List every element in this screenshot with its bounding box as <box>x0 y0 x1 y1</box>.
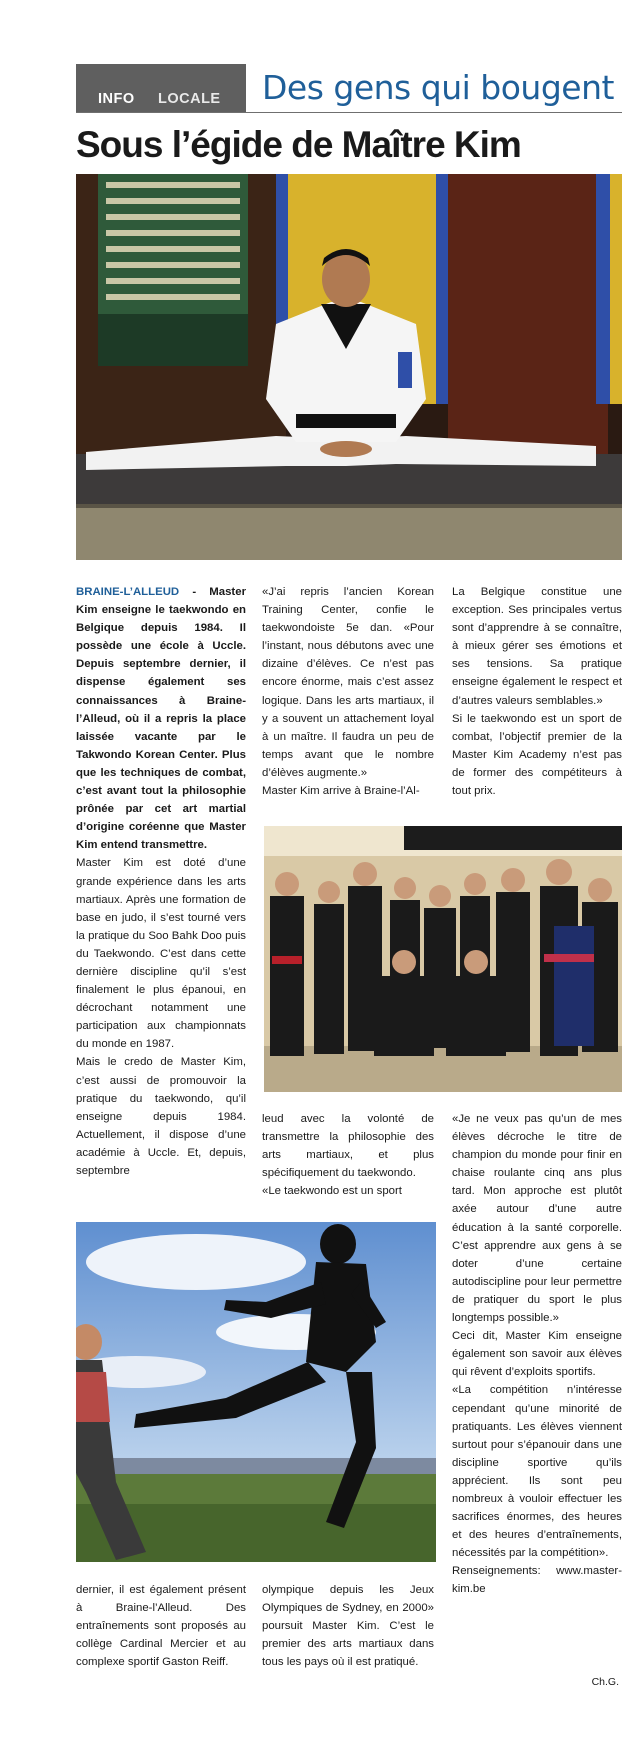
paragraph: Ceci dit, Master Kim enseigne également son savoir aux élèves qui rêvent d’exploits sportifs. <box>452 1330 622 1379</box>
author-signature: Ch.G. <box>591 1676 619 1688</box>
paragraph: Mais le credo de Master Kim, c’est aussi de promouvoir la pratique du taekwondo, qu’il enseigne depuis 1984. Actuellement, il dispose d’une académie à Uccle. Et, depuis, septembre <box>76 1056 246 1177</box>
lead-text: - Master Kim enseigne le taekwondo en Belgique depuis 1984. Il possède une école à Uccle. Depuis septembre dernier, il dispense également ses connaissances à Braine-l’Alleud, où il a repris la place laissée vacante par le Takwondo Korean Center. Plus que les techniques de combat, c’est avant tout la philosophie prônée par cet art martial d’origine coréenne que Master Kim entend transmettre. <box>76 586 246 852</box>
section-tag-info: INFO <box>98 91 135 107</box>
column-2-top <box>262 583 434 800</box>
paragraph: olympique depuis les Jeux Olympiques de Sydney, en 2000» poursuit Master Kim. C’est le premier des arts martiaux dans tous les pays où il est pratiqué. <box>262 1584 434 1669</box>
column-1-bottom <box>76 1581 246 1671</box>
column-1-top <box>76 583 246 1180</box>
paragraph: Si le taekwondo est un sport de combat, l’objectif premier de la Master Kim Academy n’est pas de former des compétiteurs à tout prix. <box>452 712 622 798</box>
paragraph: La Belgique constitue une exception. Ses principales vertus sont d’apprendre à se connaître, à mieux gérer ses émotions et ses tensions. Sa pratique enseigne également le respect et d’autres valeurs semblables.» <box>452 586 622 707</box>
column-3-lower <box>452 1110 622 1599</box>
section-tag <box>76 64 246 112</box>
paragraph: «La compétition n’intéresse cependant qu’une minorité de pratiquants. Les élèves viennent surtout pour s’épanouir dans une discipline sportive qu’ils apprécient. Ils sont peu nombreux à vouloir effectuer les sacrifices énormes, des heures et des heures d’entraînements, nécessités par la compétition». <box>452 1384 622 1560</box>
paragraph: «J’ai repris l’ancien Korean Training Center, confie le taekwondoiste 5e dan. «Pour l’instant, nous débutons avec une dizaine d’élèves. Ce n’est pas encore énorme, mais c’est assez logique. Dans les arts martiaux, il y a souvent un attachement loyal à un maître. Il faudra un peu de temps avant que le nombre d’élèves augmente.» <box>262 586 434 779</box>
paragraph: «Je ne veux pas qu’un de mes élèves décroche le titre de champion du monde pour finir en chaise roulante cinq ans plus tard. Mon approche est plutôt axée autour d’une autre éducation à la santé corporelle. C’est apprendre aux gens à se doter d’une certaine autodiscipline pour leur permettre de pratiquer du sport le plus longtemps possible.» <box>452 1113 622 1325</box>
photo-flying-kick <box>76 1222 436 1562</box>
paragraph: «Le taekwondo est un sport <box>262 1185 402 1198</box>
place-name: BRAINE-L’ALLEUD <box>76 586 180 598</box>
paragraph: dernier, il est également présent à Braine-l’Alleud. Des entraînements sont proposés au collège Cardinal Mercier et au complexe sportif Gaston Reiff. <box>76 1584 246 1669</box>
photo-group-students <box>264 826 622 1092</box>
paragraph: Master Kim arrive à Braine-l’Al- <box>262 785 420 798</box>
section-tag-locale: LOCALE <box>158 91 221 107</box>
header-rule <box>76 112 622 113</box>
column-3-top <box>452 583 622 800</box>
photo-master-kim-split <box>76 174 622 560</box>
rubric-title: Des gens qui bougent <box>262 68 614 107</box>
column-2-bottom <box>262 1581 434 1671</box>
paragraph: Renseignements: www.master-kim.be <box>452 1565 622 1596</box>
paragraph: Master Kim est doté d’une grande expérience dans les arts martiaux. Après une formation de base en judo, il s’est tourné vers la pratique du Soo Bahk Doo puis du Taekwondo. C’est dans cette dernière discipline qu’il s’est finalement le plus épanoui, en décrochant notamment une participation aux championnats du monde en 1987. <box>76 857 246 1051</box>
headline: Sous l’égide de Maître Kim <box>76 124 521 165</box>
paragraph-lead <box>76 583 246 854</box>
column-2-middle <box>262 1110 434 1200</box>
paragraph: leud avec la volonté de transmettre la philosophie des arts martiaux, et plus spécifiquement du taekwondo. <box>262 1113 434 1180</box>
